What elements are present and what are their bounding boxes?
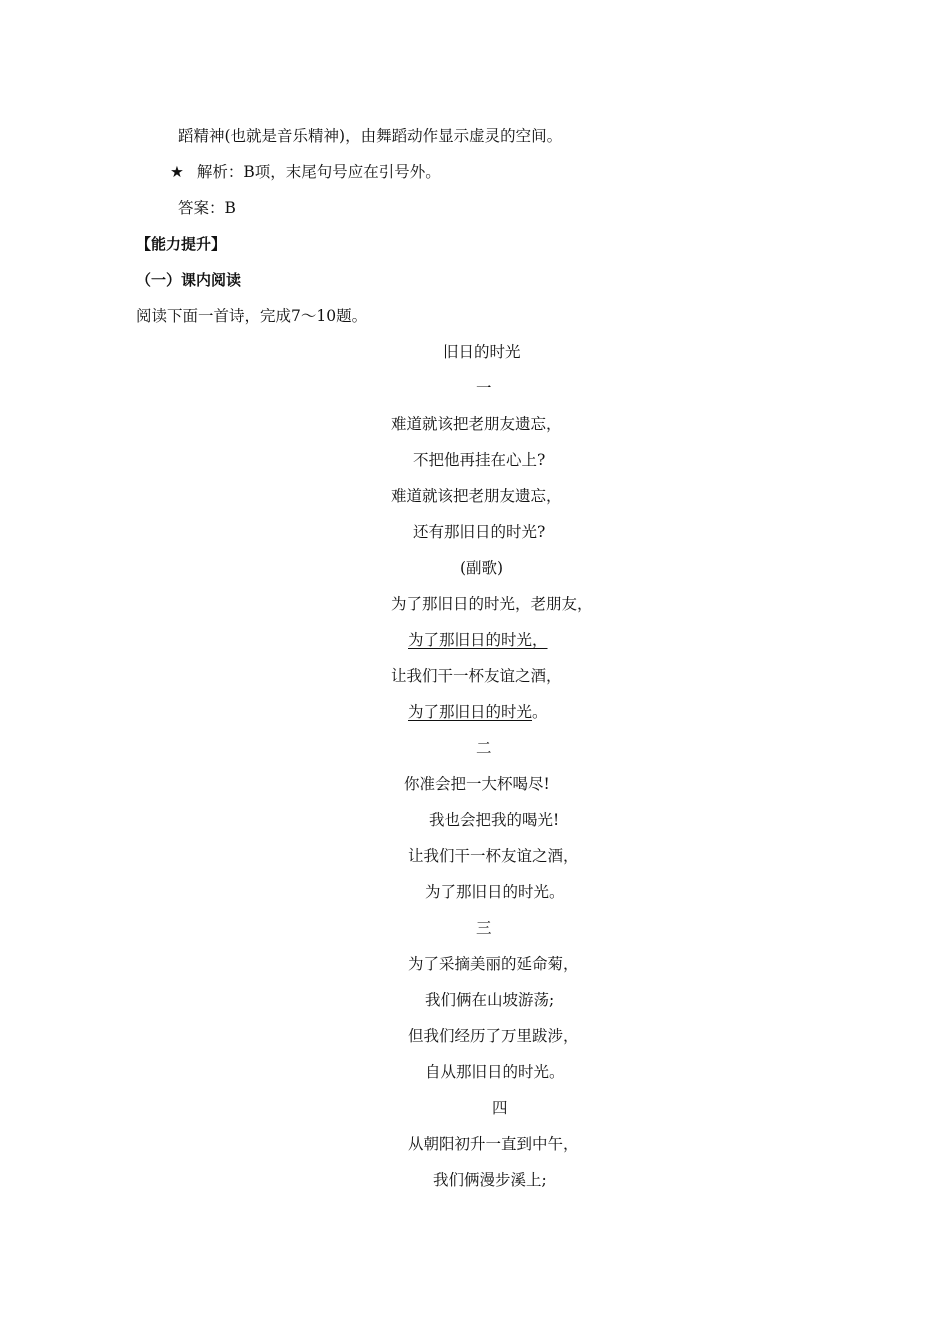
poem-title: 旧日的时光 xyxy=(443,343,521,361)
poem-line-underlined: 为了那旧日的时光， xyxy=(408,631,548,649)
poem-line: 从朝阳初升一直到中午， xyxy=(408,1135,579,1153)
chorus-label: (副歌) xyxy=(460,559,504,577)
poem-line: 我们俩漫步溪上; xyxy=(433,1171,547,1189)
section-subheading: （一）课内阅读 xyxy=(136,271,242,289)
poem-line: 为了那旧日的时光，老朋友， xyxy=(391,595,593,613)
poem-line: 还有那旧日的时光? xyxy=(413,523,546,541)
poem-line: 为了那旧日的时光。 xyxy=(425,883,565,901)
analysis-text: 解析：B项，末尾句号应在引号外。 xyxy=(196,163,441,181)
poem-line: 你准会把一大杯喝尽! xyxy=(404,775,550,793)
stanza-number-1: 一 xyxy=(476,379,492,397)
answer-text: 答案：B xyxy=(178,199,236,217)
analysis-line xyxy=(170,162,441,182)
stanza-number-4: 四 xyxy=(492,1099,508,1117)
stanza-number-2: 二 xyxy=(476,739,492,757)
reading-instruction: 阅读下面一首诗，完成7～10题。 xyxy=(136,307,368,325)
poem-line: 让我们干一杯友谊之酒， xyxy=(408,847,579,865)
intro-continuation-text: 蹈精神(也就是音乐精神)，由舞蹈动作显示虚灵的空间。 xyxy=(178,127,563,145)
poem-line-period: 。 xyxy=(532,703,548,721)
star-icon: ★ xyxy=(170,163,184,181)
poem-line: 不把他再挂在心上? xyxy=(413,451,546,469)
poem-line-underlined: 为了那旧日的时光 xyxy=(408,703,533,721)
poem-line: 难道就该把老朋友遗忘， xyxy=(391,487,562,505)
poem-line: 我也会把我的喝光! xyxy=(429,811,560,829)
poem-line: 自从那旧日的时光。 xyxy=(425,1063,565,1081)
poem-line: 但我们经历了万里跋涉， xyxy=(408,1027,579,1045)
section-heading: 【能力提升】 xyxy=(136,235,227,253)
poem-line: 我们俩在山坡游荡; xyxy=(425,991,555,1009)
poem-line: 为了采摘美丽的延命菊， xyxy=(408,955,579,973)
poem-line: 让我们干一杯友谊之酒， xyxy=(391,667,562,685)
stanza-number-3: 三 xyxy=(476,919,492,937)
poem-line: 难道就该把老朋友遗忘， xyxy=(391,415,562,433)
poem-line-underlined-group xyxy=(408,702,548,722)
